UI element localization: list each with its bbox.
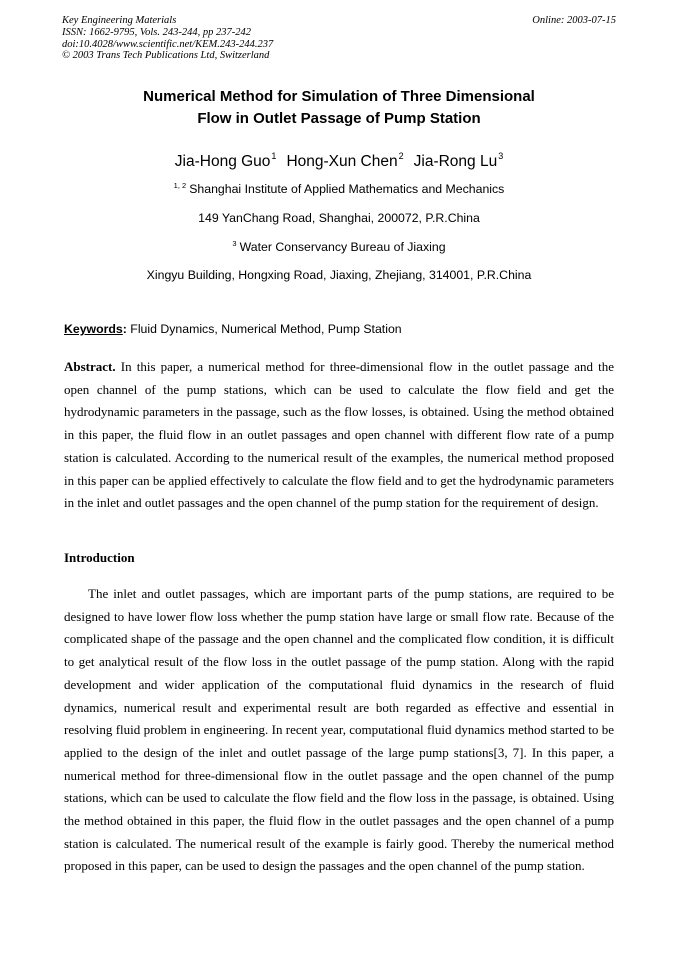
affiliation-mark: 1, 2 [173,181,187,190]
author-affiliation-mark: 2 [398,151,404,161]
abstract [64,356,614,515]
abstract-label: Abstract. [64,359,116,374]
author-name: Jia-Rong Lu [413,153,498,170]
affiliation-2-address: Xingyu Building, Hongxing Road, Jiaxing, Zhejiang, 314001, P.R.China [146,268,532,282]
publication-metadata [62,15,616,62]
keywords-label: Keywords [64,322,123,336]
affiliation-1 [0,181,678,196]
paper-title [0,86,678,130]
title-line-2: Flow in Outlet Passage of Pump Station [197,110,481,127]
author-affiliation-mark: 1 [271,151,277,161]
affiliation-name: Shanghai Institute of Applied Mathematics and Mechanics [189,182,505,196]
affiliation-2 [0,239,678,254]
title-line-1: Numerical Method for Simulation of Three Dimensional [143,88,535,105]
keywords-text: Fluid Dynamics, Numerical Method, Pump Station [126,322,402,336]
keywords-colon: : [122,322,127,336]
introduction-paragraph: The inlet and outlet passages, which are important parts of the pump stations, are required to be designed to have lower flow loss whether the pump station have large or small flow rate. Because of the complicated shape of the passage and the open channel and the complicated flow condition, it is difficult to get analytical result of the flow loss in the outlet passage of the pump station. Along with the rapid development and wider application of the computational fluid dynamics in the research of fluid dynamics, numerical result and experimental result are both regarded as effective and essential in resolving fluid problem in engineering. In recent year, computational fluid dynamics method started to be applied to the design of the inlet and outlet passage of the large pump stations[3, 7]. In this paper, a numerical method for three-dimensional flow in the outlet passage and the open channel of the pump stations, which can be used to calculate the flow field and the flow loss in the passage, is obtained. Using the method obtained in this paper, the fluid flow in the outlet passages and the open channel of a pump station is calculated. The numerical result of the example is fairly good. Thereby the numerical method proposed in this paper, can be used to design the passages and the open channel of the pump station. [64,586,614,874]
author-name: Hong-Xun Chen [286,153,398,170]
affiliation-1-address: 149 YanChang Road, Shanghai, 200072, P.R.China [198,211,480,225]
online-date: Online: 2003-07-15 [532,15,616,26]
author-affiliation-mark: 3 [498,151,504,161]
affiliation-name: Water Conservancy Bureau of Jiaxing [239,240,446,254]
author-name: Jia-Hong Guo [174,153,271,170]
doi-line: doi:10.4028/www.scientific.net/KEM.243-244.237 [62,38,274,50]
copyright-line: © 2003 Trans Tech Publications Ltd, Switzerland [62,50,270,62]
abstract-text: In this paper, a numerical method for three-dimensional flow in the outlet passage and the open channel of the pump stations, which can be used to calculate the flow field and get the hydrodynamic parameters in the passage, such as the flow losses, is obtained. Using the method obtained in this paper, the fluid flow in an outlet passages and open channel with different flow rate of a pump station is calculated. According to the numerical result of the examples, the numerical method proposed in this paper can be applied effectively to calculate the flow field and to get the hydrodynamic parameters in the inlet and outlet passages and the open channel of the pump station for the requirement of design. [64,359,614,511]
section-heading: Introduction [64,550,135,565]
issn-line: ISSN: 1662-9795, Vols. 243-244, pp 237-242 [62,26,251,38]
journal-name: Key Engineering Materials [62,15,177,26]
keywords-line [64,322,402,336]
affiliation-mark: 3 [232,239,237,248]
author-list [0,151,678,171]
